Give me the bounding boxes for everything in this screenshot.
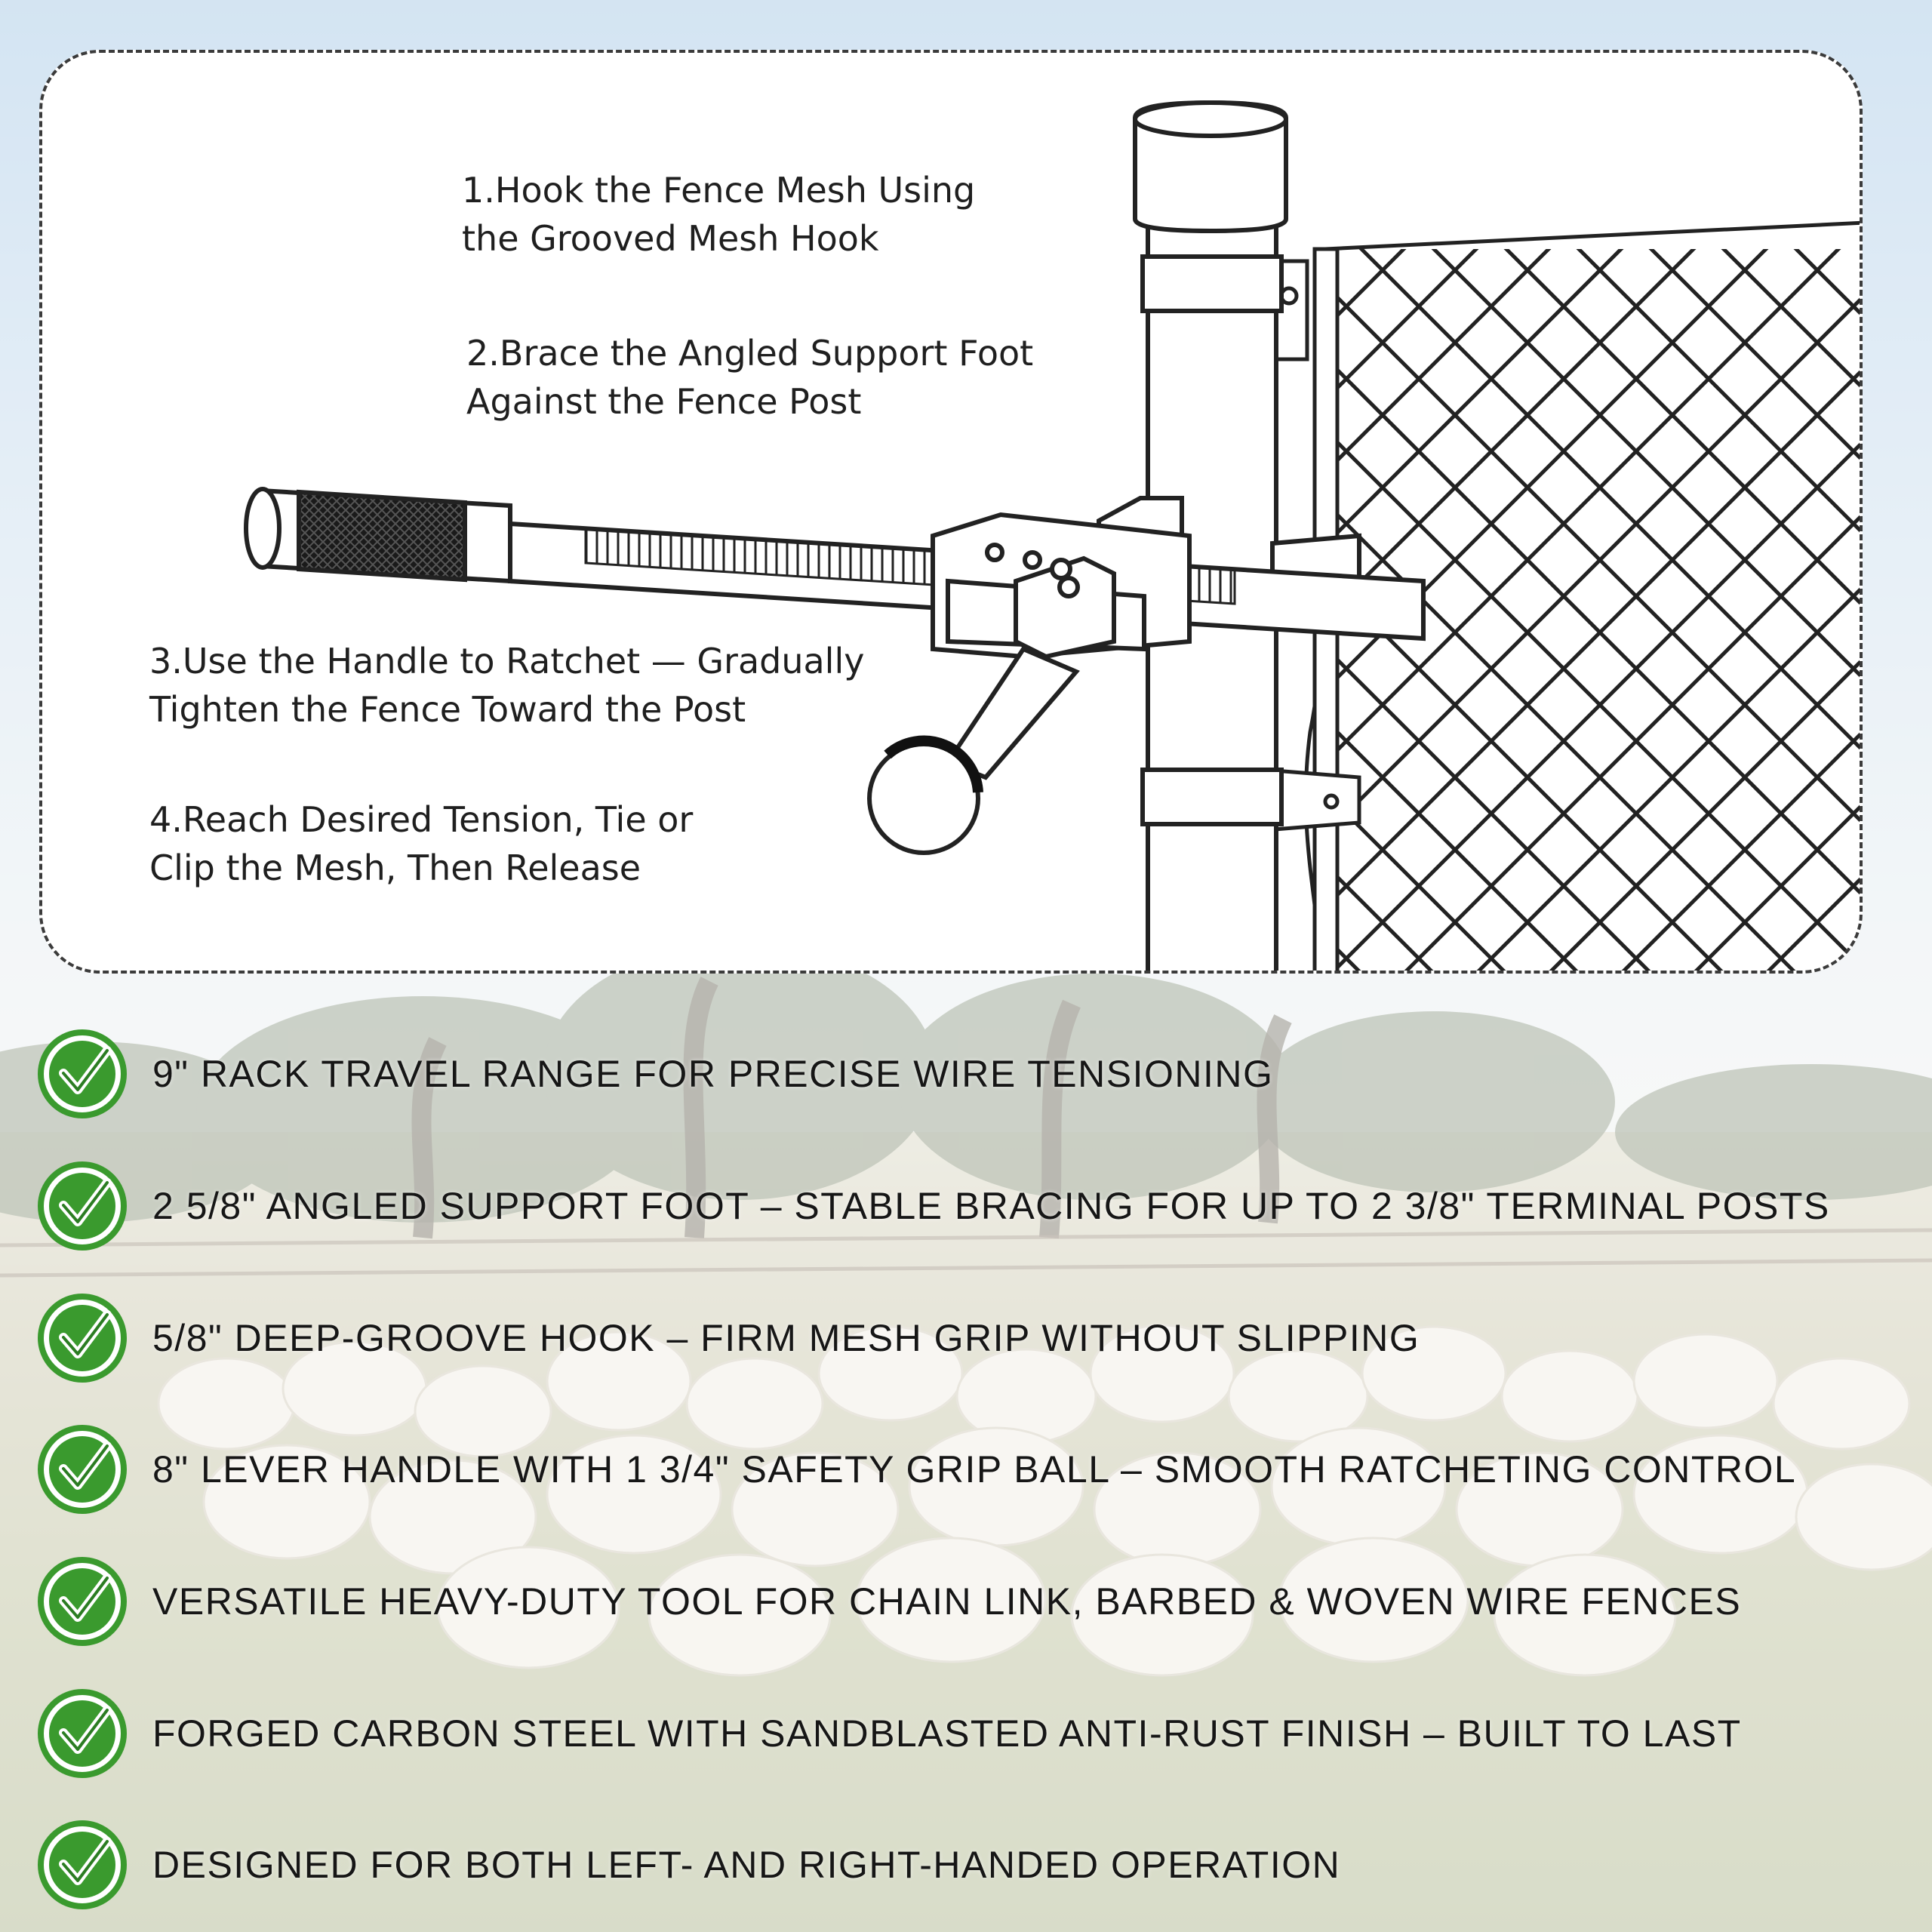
feature-item [36,1799,1893,1931]
check-circle-icon [36,1819,128,1911]
feature-label: VERSATILE HEAVY-DUTY TOOL FOR CHAIN LINK, BARBED & WOVEN WIRE FENCES [152,1580,1742,1623]
feature-label: 2 5/8" ANGLED SUPPORT FOOT – STABLE BRACING FOR UP TO 2 3/8" TERMINAL POSTS [152,1185,1830,1228]
feature-item [36,1140,1893,1272]
feature-item [36,1404,1893,1536]
lever-handle [869,649,1076,853]
check-circle-icon [36,1687,128,1780]
instruction-step-3: 3.Use the Handle to Ratchet — Gradually Tighten the Fence Toward the Post [149,641,865,730]
check-circle-icon [36,1028,128,1120]
feature-label: FORGED CARBON STEEL WITH SANDBLASTED ANTI-RUST FINISH – BUILT TO LAST [152,1712,1742,1755]
instruction-step-1: 1.Hook the Fence Mesh Using the Grooved Mesh Hook [462,170,976,259]
feature-item [36,1536,1893,1668]
feature-item [36,1272,1893,1404]
feature-label: 8" LEVER HANDLE WITH 1 3/4" SAFETY GRIP BALL – SMOOTH RATCHETING CONTROL [152,1448,1797,1491]
handle-grip [246,489,510,581]
instruction-step-4: 4.Reach Desired Tension, Tie or Clip the Mesh, Then Release [149,799,694,888]
check-circle-icon [36,1292,128,1384]
feature-label: 5/8" DEEP-GROOVE HOOK – FIRM MESH GRIP WITHOUT SLIPPING [152,1316,1420,1359]
instruction-step-2: 2.Brace the Angled Support Foot Against the Fence Post [466,333,1034,422]
check-circle-icon [36,1160,128,1252]
check-circle-icon [36,1423,128,1515]
feature-label: 9" RACK TRAVEL RANGE FOR PRECISE WIRE TENSIONING [152,1053,1274,1096]
feature-item [36,1008,1893,1140]
ratchet-mechanism [933,515,1189,657]
feature-item [36,1667,1893,1799]
check-circle-icon [36,1555,128,1647]
feature-label: DESIGNED FOR BOTH LEFT- AND RIGHT-HANDED OPERATION [152,1844,1341,1887]
feature-list [36,1008,1893,1931]
instruction-panel [39,50,1863,974]
